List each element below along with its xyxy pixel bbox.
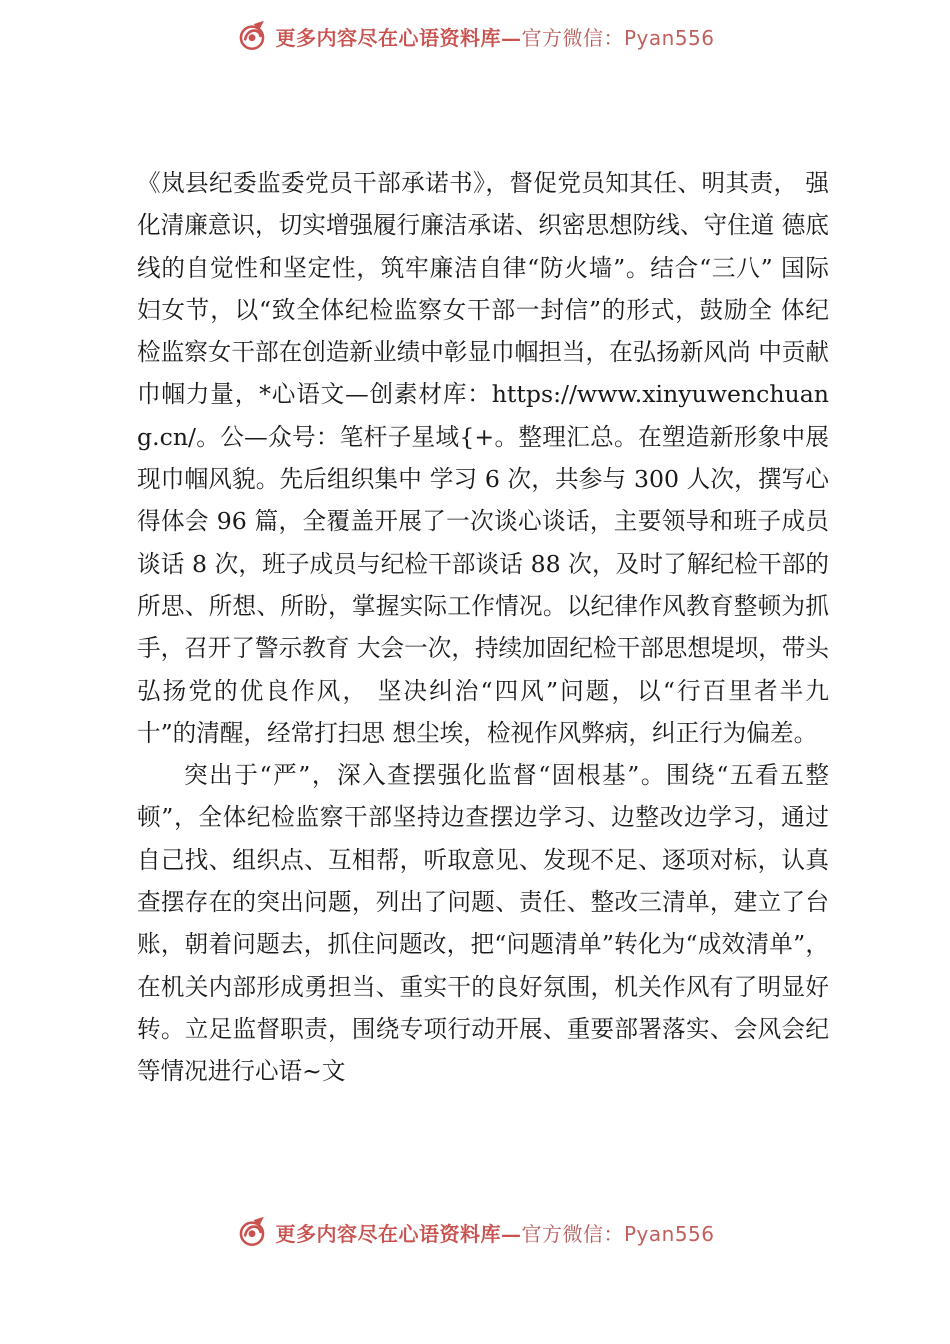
document-body xyxy=(137,162,829,1093)
body-paragraph-1: 《岚县纪委监委党员干部承诺书》，督促党员知其任、明其责， 强化清廉意识，切实增强履行廉洁承诺、织密思想防线、守住道 德底线的自觉性和坚定性，筑牢廉洁自律“防火墙”。结合“三八” 国际妇女节，以“致全体纪检监察女干部一封信”的形式，鼓励全 体纪检监察女干部在创造新业绩中彰显巾帼担当，在弘扬新风尚 中贡献巾帼力量，*心语文—创素材库：https://www.xinyuwenchuang.cn/。公—众号：笔杆子星域{+。整理汇总。在塑造新形象中展现巾帼风貌。先后组织集中 学习 6 次，共参与 300 人次，撰写心得体会 96 篇，全覆盖开展了一次谈心谈话，主要领导和班子成员谈话 8 次，班子成员与纪检干部谈话 88 次，及时了解纪检干部的所思、所想、所盼，掌握实际工作情况。以纪律作风教育整顿为抓手，召开了警示教育 大会一次，持续加固纪检干部思想堤坝，带头弘扬党的优良作风， 坚决纠治“四风”问题，以“行百里者半九十”的清醒，经常打扫思 想尘埃，检视作风弊病，纠正行为偏差。 xyxy=(137,169,829,747)
watermark-dash: — xyxy=(500,25,522,50)
red-swirl-logo-icon xyxy=(235,1215,269,1249)
watermark-brand: 更多内容尽在心语资料库 xyxy=(275,25,501,50)
watermark-contact-label: 官方微信： xyxy=(521,1221,624,1246)
header-watermark xyxy=(0,16,950,56)
watermark-wechat-handle: Pyan556 xyxy=(623,25,715,50)
red-swirl-logo-icon xyxy=(235,19,269,53)
watermark-wechat-handle: Pyan556 xyxy=(623,1221,715,1246)
watermark-dash: — xyxy=(500,1221,522,1246)
watermark-brand: 更多内容尽在心语资料库 xyxy=(275,1221,501,1246)
footer-watermark xyxy=(0,1212,950,1252)
body-paragraph-2: 突出于“严”，深入查摆强化监督“固根基”。围绕“五看五整顿”，全体纪检监察干部坚持边查摆边学习、边整改边学习，通过自己找、组织点、互相帮，听取意见、发现不足、逐项对标，认真查摆存在的突出问题，列出了问题、责任、整改三清单，建立了台账，朝着问题去，抓住问题改，把“问题清单”转化为“成效清单”， 在机关内部形成勇担当、重实干的良好氛围，机关作风有了明显好转。立足监督职责，围绕专项行动开展、重要部署落实、会风会纪等情况进行心语~文 xyxy=(137,761,829,1086)
watermark-contact-label: 官方微信： xyxy=(521,25,624,50)
